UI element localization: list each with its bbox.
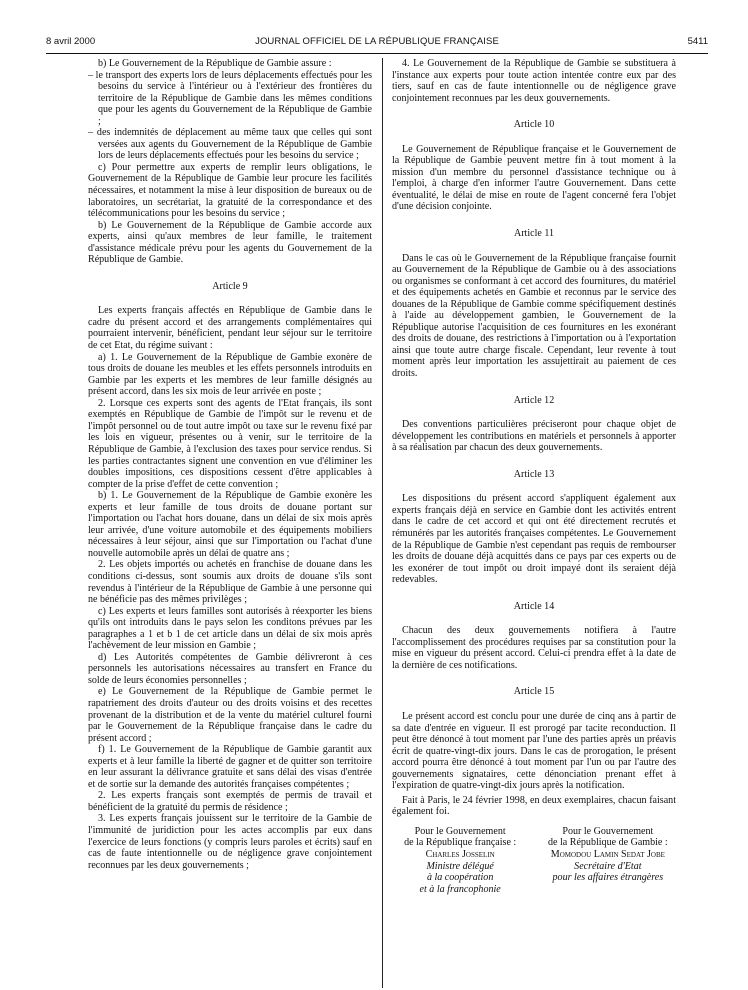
article-9-intro: Les experts français affectés en République de Gambie dans le cadre du présent accord et des arrangements complémentaires qui pourraient intervenir, bénéficient, pendant leur séjour sur le territoire de cet Etat, du régime suivant : xyxy=(88,305,372,352)
article-9-a1: a) 1. Le Gouvernement de la République de Gambie exonère de tous droits de douane les meubles et les effets personnels introduits en Gambie par les experts et les membres de leur famille désignés au présent accord, dans les six mois de leur arrivée en poste ; xyxy=(88,351,372,398)
sig-gm-line2: de la République de Gambie : xyxy=(547,837,668,849)
sig-fr-name: Charles Josselin xyxy=(425,848,495,860)
page-number: 5411 xyxy=(687,36,708,47)
article-10-text: Le Gouvernement de République française et le Gouvernement de la République de Gambie peuvent mettre fin à tout moment à la mission d'un membre du personnel d'assistance technique ou à l'emploi, à charge d'en informer l'autre Gouvernement. Dans cette éventualité, le délai de mise en route de l'agent concerné fera l'objet d'une décision conjointe. xyxy=(392,143,676,213)
dash-item-transport: – le transport des experts lors de leurs déplacements effectués pour les besoins du service à l'intérieur ou à l'extérieur des frontières du territoire de la République de Gambie dans les mêmes conditions que pour les agents du Gouvernement de la République de Gambie ; xyxy=(88,69,372,127)
article-9-a2: 2. Lorsque ces experts sont des agents de l'Etat français, ils sont exemptés en République de Gambie de l'impôt sur le revenu et de l'impôt personnel ou de tout autre impôt ou taxe sur le revenu fixé par les lois en vigueur, présentes ou à venir, sur le territoire de la République de Gambie, à l'exclusion des taxes pour service rendus. Si les parties contractantes signent une convention en vue d'éliminer les doubles impositions, ces dispositions cessent d'être applicables à compter de la prise d'effet de cette convention ; xyxy=(88,397,372,490)
sig-gm-line1: Pour le Gouvernement xyxy=(562,825,654,837)
article-9-f4: 4. Le Gouvernement de la République de Gambie se substituera à l'instance aux experts pour toute action intentée contre eux par des tiers, sauf en cas de faute intentionnelle ou de négligence grave conjointement reconnues par les deux gouvernements. xyxy=(392,58,676,104)
signature-france xyxy=(392,826,528,895)
left-column xyxy=(88,58,372,871)
article-9-title: Article 9 xyxy=(212,280,248,292)
article-9-b1: b) 1. Le Gouvernement de la République de Gambie exonère les experts et leur famille de tous droits de douane portant sur l'importation ou l'achat hors douane, dans un délai de six mois après leur arrivée, d'une voiture automobile et des équipements mobiliers nécessaires à leur séjour, ainsi que sur l'importation ou l'achat d'une nouvelle automobile après un délai de quatre ans ; xyxy=(88,490,372,559)
article-9-d: d) Les Autorités compétentes de Gambie délivreront à ces personnels les autorisations nécessaires au transfert en France du solde de leurs économies personnelles ; xyxy=(88,651,372,686)
sig-gm-title1: Secrétaire d'Etat xyxy=(574,860,642,872)
article-13-text: Les dispositions du présent accord s'appliquent également aux experts français déjà en service en Gambie dont les activités entrent dans le cadre de cet accord et qui ont été directement recrutés et rémunérés par les autorités françaises compétentes. Le Gouvernement de la République de Gambie n'est cependant pas requis de rembourser les droits de douane déjà acquittés dans ce pays par ces experts ou de les exonérer de tout impôt ou droit impayé dont ils seraient déjà redevables. xyxy=(392,493,676,586)
article-15-title: Article 15 xyxy=(513,686,555,698)
sig-fr-title3: et à la francophonie xyxy=(419,883,501,895)
article-11-title: Article 11 xyxy=(513,228,555,240)
issue-date: 8 avril 2000 xyxy=(46,36,96,47)
journal-title: JOURNAL OFFICIEL DE LA RÉPUBLIQUE FRANÇAISE xyxy=(255,36,499,47)
article-9-e: e) Le Gouvernement de la République de Gambie permet le rapatriement des droits d'auteur ou des droits voisins et des recettes provenant de la distribution et de la vente du matériel culturel fourni par le Gouvernement de la République française dans le cadre du présent accord ; xyxy=(88,686,372,744)
dash-item-indemnites: – des indemnités de déplacement au même taux que celles qui sont versées aux agents du Gouvernement de la République de Gambie lors de leurs déplacements effectués pour les besoins du service ; xyxy=(88,127,372,162)
article-15-text: Le présent accord est conclu pour une durée de cinq ans à partir de sa date d'entrée en vigueur. Il est prorogé par tacite reconduction. Il peut être dénoncé à tout moment par l'une des parties après un préavis écrit de quatre-vingt-dix jours. Dans le cas de prorogation, le présent accord pourra être dénoncé à tout moment par l'un ou par l'autre des gouvernements signataires, cette dénonciation prenant effet à l'expiration de quatre-vingt-dix jours après la notification. xyxy=(392,710,676,792)
article-9-f1: f) 1. Le Gouvernement de la République de Gambie garantit aux experts et à leur famille la liberté de gagner et de quitter son territoire en leur assurant la délivrance gratuite et sans délai des visas d'entrée et de sortie sur la demande des autorités françaises compétentes ; xyxy=(88,744,372,790)
column-divider xyxy=(382,58,383,988)
paragraph-b-assure: b) Le Gouvernement de la République de Gambie assure : xyxy=(98,58,332,69)
article-10-title: Article 10 xyxy=(513,119,555,131)
paragraph-b-assistance-medicale: b) Le Gouvernement de la République de Gambie accorde aux experts, ainsi qu'aux membres de leur famille, le traitement d'assistance médicale prévu pour les agents du Gouvernement de la République de Gambie. xyxy=(88,219,372,266)
article-9-b2: 2. Les objets importés ou achetés en franchise de douane dans les conditions ci-dessus, sont soumis aux droits de douane s'ils sont revendus à l'intérieur de la République de Gambie à une personne qui ne bénéficie pas des mêmes privilèges ; xyxy=(88,559,372,606)
done-at-paris: Fait à Paris, le 24 février 1998, en deux exemplaires, chacun faisant également foi. xyxy=(392,794,676,818)
signature-gambia xyxy=(540,826,676,895)
sig-gm-name: Momodou Lamin Sedat Jobe xyxy=(550,848,665,860)
signature-block xyxy=(392,826,676,895)
article-12-text: Des conventions particulières préciseront pour chaque objet de développement les contributions en matériels et personnels à apporter à sa réalisation par chacun des deux gouvernements. xyxy=(392,419,676,454)
page-header xyxy=(46,36,708,52)
article-11-text: Dans le cas où le Gouvernement de la République française fournit au Gouvernement de la République de Gambie ou à des associations ou organismes se conformant à cet accord des fournitures, du matériel et des équipements achetés en Gambie et reconnus par le service des douanes de la République de Gambie comme spécifiquement destinés à l'aide au développement gambien, le Gouvernement de la République autorise l'acquisition de ces fournitures en les exonérant des droits de douane, des restrictions à l'importation ou à l'exportation ainsi que toute autre charge fiscale. Cependant, leur revente à tout moment après leur importation les assujettirait au paiement de ces droits. xyxy=(392,252,676,380)
paragraph-c-facilites: c) Pour permettre aux experts de remplir leurs obligations, le Gouvernement de la République de Gambie leur procure les facilités nécessaires, et notamment la mise à leur disposition de bureaux ou de laboratoires, un secrétariat, la gratuité de la correspondance et des télécommunications pour les besoins du service ; xyxy=(88,161,372,220)
sig-gm-title2: pour les affaires étrangères xyxy=(552,872,664,884)
sig-fr-title2: à la coopération xyxy=(426,872,494,884)
article-14-text: Chacun des deux gouvernements notifiera à l'autre l'accomplissement des procédures requises par sa constitution pour la mise en vigueur du présent accord. Celui-ci prendra effet à la date de la dernière de ces notifications. xyxy=(392,625,676,671)
sig-fr-title1: Ministre délégué xyxy=(426,860,494,872)
article-13-title: Article 13 xyxy=(513,468,555,480)
header-rule xyxy=(46,53,708,54)
article-12-title: Article 12 xyxy=(513,394,555,406)
sig-fr-line1: Pour le Gouvernement xyxy=(414,825,506,837)
sig-fr-line2: de la République française : xyxy=(404,837,517,849)
article-14-title: Article 14 xyxy=(513,600,555,612)
article-9-c: c) Les experts et leurs familles sont autorisés à réexporter les biens qu'ils ont introduits dans le pays selon les conditons prévues par les paragraphes a 1 et b 1 de cet article dans un délai de six mois après l'achèvement de leur mission en Gambie ; xyxy=(88,605,372,652)
article-9-f2: 2. Les experts français sont exemptés de permis de travail et bénéficient de la gratuité du permis de résidence ; xyxy=(88,790,372,813)
right-column xyxy=(392,58,676,895)
article-9-f3: 3. Les experts français jouissent sur le territoire de la Gambie de l'immunité de juridiction pour les actes accomplis par eux dans l'exercice de leurs fonctions (y compris leurs paroles et écrits) sauf en cas de faute intentionnelle ou de négligence grave conjointement reconnues par les deux gouvernements ; xyxy=(88,813,372,871)
